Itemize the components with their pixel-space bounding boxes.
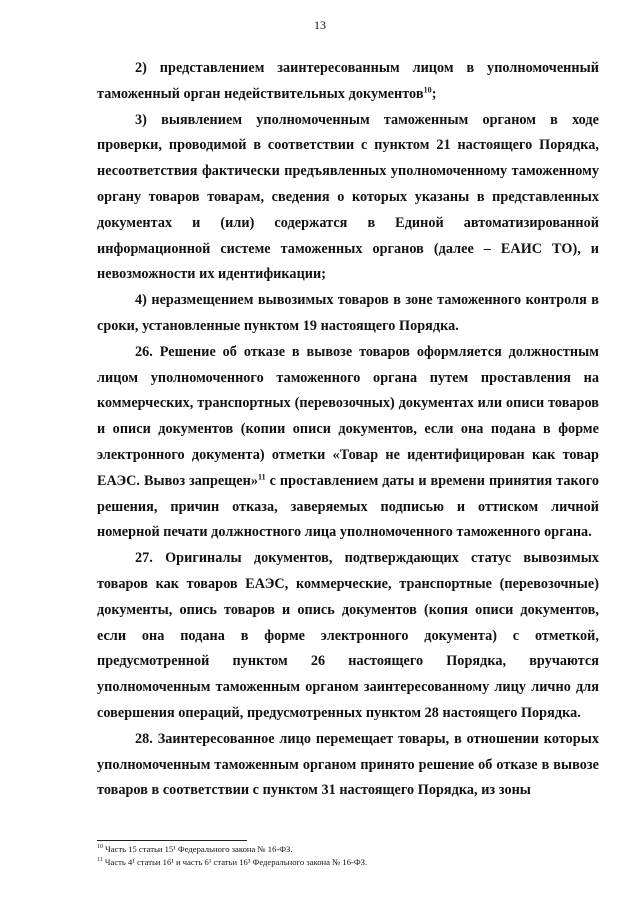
paragraph-item-2	[97, 56, 599, 108]
paragraph-text: 3) выявлением уполномоченным таможенным органом в ходе проверки, проводимой в соответствии с пунктом 21 настоящего Порядка, несоответствия фактически предъявленных уполномоченному таможенному органу товаров товарам, сведения о которых указаны в представленных документах и (или) содержатся в Единой автоматизированной информационной системе таможенных органов (далее – ЕАИС ТО), и невозможности их идентификации;	[97, 111, 599, 283]
footnote-ref-11[interactable]: 11	[258, 472, 266, 482]
paragraph-item-4	[97, 288, 599, 340]
page-number: 13	[314, 18, 326, 32]
footnote-separator	[97, 840, 247, 841]
document-body	[97, 56, 599, 804]
footnote-11	[97, 856, 599, 869]
paragraph-26	[97, 340, 599, 546]
paragraph-text: 26. Решение об отказе в вывозе товаров оформляется должностным лицом уполномоченного таможенного органа путем проставления на коммерческих, транспортных (перевозочных) документах или описи товаров и описи документов (копии описи документов, если она подана в форме электронного документа) отметки «Товар не идентифицирован как товар ЕАЭС. Вывоз запрещен»	[97, 343, 599, 489]
paragraph-27	[97, 546, 599, 727]
paragraph-text: 4) неразмещением вывозимых товаров в зоне таможенного контроля в сроки, установленные пунктом 19 настоящего Порядка.	[97, 292, 599, 334]
footnote-text: Часть 4¹ статьи 16¹ и часть 6¹ статьи 16³ Федерального закона № 16-ФЗ.	[102, 857, 368, 867]
footnote-number: 10	[97, 844, 103, 851]
paragraph-text: 28. Заинтересованное лицо перемещает товары, в отношении которых уполномоченным таможенным органом принято решение об отказе в вывозе товаров в соответствии с пунктом 31 настоящего Порядка, из зоны	[97, 730, 599, 799]
paragraph-item-3	[97, 108, 599, 289]
paragraph-text-tail: ;	[431, 85, 437, 102]
paragraph-text: 2) представлением заинтересованным лицом в уполномоченный таможенный орган недействительных документов	[97, 60, 599, 102]
footnote-text: Часть 15 статьи 15¹ Федерального закона № 16-ФЗ.	[103, 844, 293, 854]
paragraph-text: 27. Оригиналы документов, подтверждающих статус вывозимых товаров как товаров ЕАЭС, коммерческие, транспортные (перевозочные) документы, опись товаров и опись документов (копия описи документов, если она подана в форме электронного документа) с отметкой, предусмотренной пунктом 26 настоящего Порядка, вручаются уполномоченным таможенным органом заинтересованному лицу лично для совершения операций, предусмотренных пунктом 28 настоящего Порядка.	[97, 550, 599, 721]
footnotes	[97, 843, 599, 869]
footnote-10	[97, 843, 599, 856]
footnote-ref-10[interactable]: 10	[423, 85, 432, 95]
footnote-number: 11	[97, 857, 103, 864]
paragraph-text-tail: с проставлением даты и времени принятия такого решения, причин отказа, заверяемых подписью и оттиском личной номерной печати должностного лица уполномоченного таможенного органа.	[97, 472, 599, 541]
paragraph-28	[97, 727, 599, 804]
